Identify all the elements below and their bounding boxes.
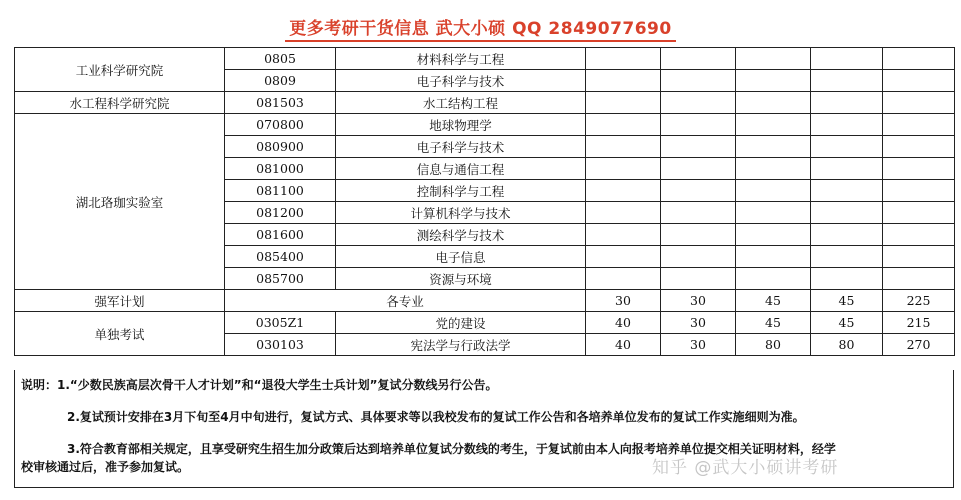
total-cell: 270 [883,334,955,356]
score-cell [736,224,811,246]
major-cell: 控制科学与工程 [336,180,586,202]
table-row [15,312,955,334]
code-cell: 0305Z1 [225,312,336,334]
code-cell: 081000 [225,158,336,180]
code-cell: 030103 [225,334,336,356]
score-cell [811,48,883,70]
score-cell [586,70,661,92]
score-cell [586,158,661,180]
score-cell [736,202,811,224]
unit-cell: 单独考试 [15,312,225,356]
score-cell [811,224,883,246]
score-cell [661,158,736,180]
code-cell: 085400 [225,246,336,268]
score-cell [586,268,661,290]
score-cell [811,246,883,268]
unit-cell: 强军计划 [15,290,225,312]
score-cell [736,48,811,70]
score-cell [736,70,811,92]
code-cell: 081503 [225,92,336,114]
code-cell: 0809 [225,70,336,92]
major-cell: 水工结构工程 [336,92,586,114]
note-3-line-2: 校审核通过后，准予参加复试。 [21,460,190,474]
score-cell [811,70,883,92]
score-cell [736,246,811,268]
major-cell: 地球物理学 [336,114,586,136]
score-cell [661,136,736,158]
score-cell: 80 [811,334,883,356]
score-cell [586,224,661,246]
major-cell: 电子科学与技术 [336,136,586,158]
major-cell: 电子科学与技术 [336,70,586,92]
major-cell: 材料科学与工程 [336,48,586,70]
promo-banner [0,14,961,39]
score-cell [661,92,736,114]
total-cell [883,136,955,158]
score-cell [661,48,736,70]
note-2: 2.复试预计安排在3月下旬至4月中旬进行，复试方式、具体要求等以我校发布的复试工作公告和各培养单位发布的复试工作实施细则为准。 [67,410,805,424]
major-cell: 测绘科学与技术 [336,224,586,246]
score-cell [736,136,811,158]
total-cell [883,158,955,180]
score-cell [586,180,661,202]
score-cell [586,48,661,70]
code-cell: 081200 [225,202,336,224]
score-cell [811,158,883,180]
total-cell [883,92,955,114]
score-cell [586,246,661,268]
score-cell: 45 [811,290,883,312]
watermark: 知乎 @武大小硕讲考研 [652,458,839,478]
code-cell: 085700 [225,268,336,290]
score-cell: 30 [661,334,736,356]
score-cell: 30 [661,290,736,312]
total-cell [883,70,955,92]
promo-banner-text: 更多考研干货信息 武大小硕 QQ 2849077690 [285,19,675,42]
total-cell: 225 [883,290,955,312]
total-cell [883,246,955,268]
total-cell [883,224,955,246]
score-cell [811,136,883,158]
total-cell [883,114,955,136]
major-cell: 资源与环境 [336,268,586,290]
table-row [15,114,955,136]
major-cell: 党的建设 [336,312,586,334]
score-cell: 30 [586,290,661,312]
table-row [15,92,955,114]
score-cell [736,158,811,180]
score-cell: 40 [586,312,661,334]
note-1: 说明：1.“少数民族高层次骨干人才计划”和“退役大学生士兵计划”复试分数线另行公告。 [21,378,498,392]
score-cell [661,268,736,290]
score-cell [811,180,883,202]
major-cell: 电子信息 [336,246,586,268]
total-cell [883,202,955,224]
score-table [14,47,955,356]
score-cell [811,268,883,290]
total-cell: 215 [883,312,955,334]
total-cell [883,180,955,202]
score-cell [811,114,883,136]
total-cell [883,48,955,70]
score-cell [811,202,883,224]
major-cell: 信息与通信工程 [336,158,586,180]
unit-cell: 工业科学研究院 [15,48,225,92]
score-cell [661,114,736,136]
table-row [15,48,955,70]
score-cell: 40 [586,334,661,356]
score-cell [736,92,811,114]
unit-cell: 湖北珞珈实验室 [15,114,225,290]
total-cell [883,268,955,290]
score-cell: 45 [736,290,811,312]
score-cell [736,180,811,202]
score-cell [586,202,661,224]
score-cell [736,114,811,136]
score-cell [586,92,661,114]
unit-cell: 水工程科学研究院 [15,92,225,114]
score-cell [736,268,811,290]
score-cell [586,136,661,158]
major-cell: 计算机科学与技术 [336,202,586,224]
code-cell: 080900 [225,136,336,158]
major-cell: 宪法学与行政法学 [336,334,586,356]
major-cell: 各专业 [225,290,586,312]
score-cell [661,246,736,268]
code-cell: 0805 [225,48,336,70]
score-cell [661,180,736,202]
score-cell [811,92,883,114]
code-cell: 081600 [225,224,336,246]
score-cell: 45 [736,312,811,334]
score-cell: 30 [661,312,736,334]
score-cell [586,114,661,136]
score-cell: 80 [736,334,811,356]
code-cell: 070800 [225,114,336,136]
score-cell [661,202,736,224]
score-cell [661,224,736,246]
score-cell [661,70,736,92]
note-3-line-1: 3.符合教育部相关规定，且享受研究生招生加分政策后达到培养单位复试分数线的考生，于复试前由本人向报考培养单位提交相关证明材料，经学 [67,442,836,456]
score-cell: 45 [811,312,883,334]
code-cell: 081100 [225,180,336,202]
table-row [15,290,955,312]
